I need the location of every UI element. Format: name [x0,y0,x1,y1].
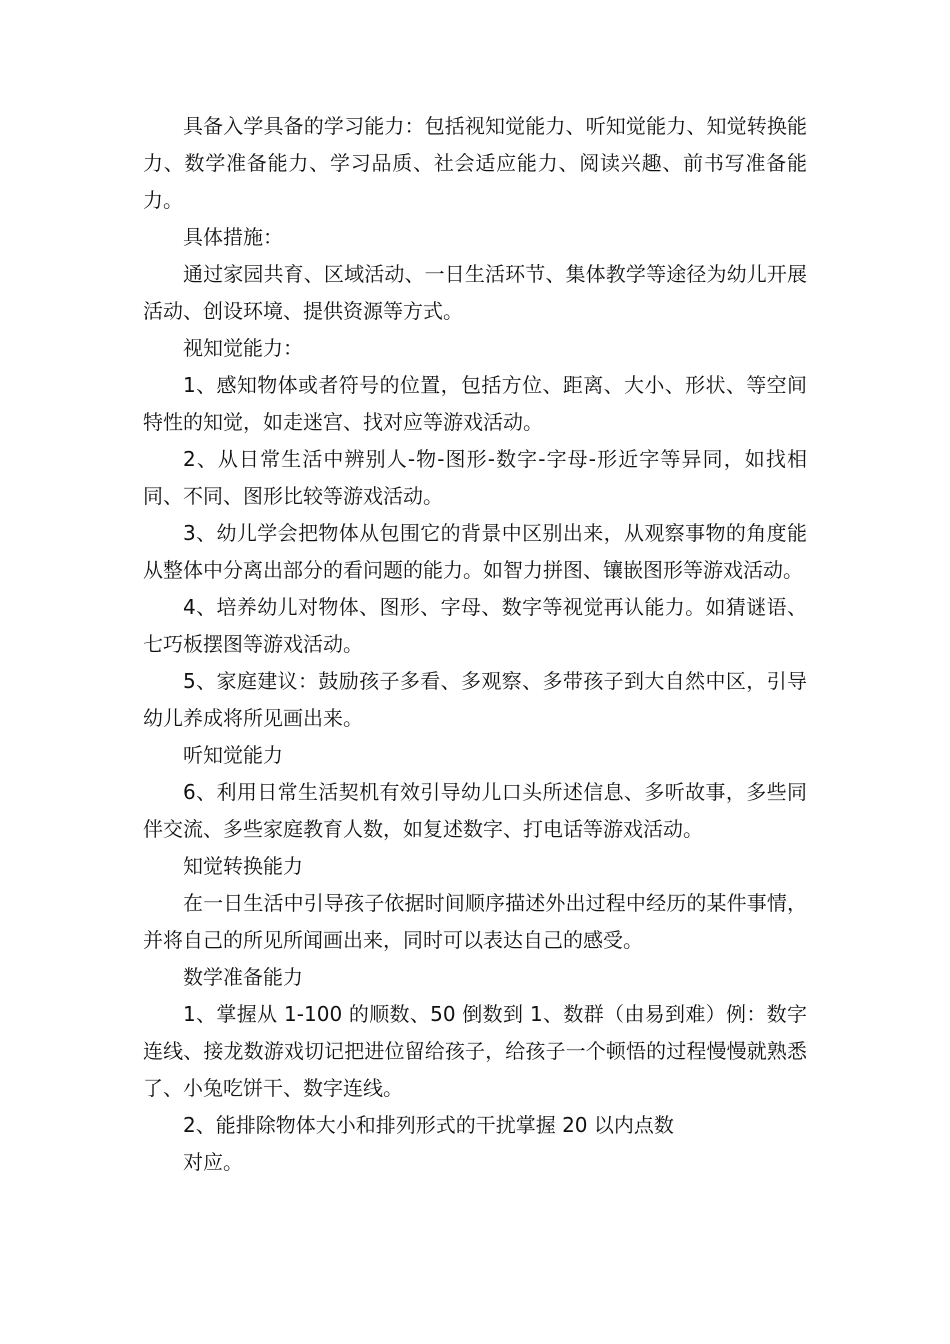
paragraph-math-1: 1、掌握从 1-100 的顺数、50 倒数到 1、数群（由易到难）例：数字连线、接龙数游戏切记把进位留给孩子，给孩子一个顿悟的过程慢慢就熟悉了、小兔吃饼干、数字连线。 [143,1002,807,1100]
paragraph-math-2-continued: 对应。 [183,1150,243,1174]
heading-math-readiness: 数学准备能力 [183,965,303,989]
paragraph-visual-4: 4、培养幼儿对物体、图形、字母、数字等视觉再认能力。如猜谜语、七巧板摆图等游戏活动。 [143,595,807,656]
paragraph-intro: 具备入学具备的学习能力：包括视知觉能力、听知觉能力、知觉转换能力、数学准备能力、学习品质、社会适应能力、阅读兴趣、前书写准备能力。 [143,114,807,212]
paragraph-visual-2: 2、从日常生活中辨别人-物-图形-数字-字母-形近字等异同，如找相同、不同、图形比较等游戏活动。 [143,447,807,508]
heading-auditory-perception: 听知觉能力 [183,743,283,767]
heading-measures: 具体措施： [183,225,283,249]
document-page [143,108,807,1181]
paragraph-visual-3: 3、幼儿学会把物体从包围它的背景中区别出来，从观察事物的角度能从整体中分离出部分的看问题的能力。如智力拼图、镶嵌图形等游戏活动。 [143,521,807,582]
paragraph-perception-conversion: 在一日生活中引导孩子依据时间顺序描述外出过程中经历的某件事情，并将自己的所见所闻画出来，同时可以表达自己的感受。 [143,891,807,952]
paragraph-auditory-6: 6、利用日常生活契机有效引导幼儿口头所述信息、多听故事，多些同伴交流、多些家庭教育人数，如复述数字、打电话等游戏活动。 [143,780,807,841]
heading-perception-conversion: 知觉转换能力 [183,854,303,878]
paragraph-visual-1: 1、感知物体或者符号的位置，包括方位、距离、大小、形状、等空间特性的知觉，如走迷宫、找对应等游戏活动。 [143,373,807,434]
paragraph-visual-5: 5、家庭建议：鼓励孩子多看、多观察、多带孩子到大自然中区，引导幼儿养成将所见画出来。 [143,669,807,730]
paragraph-math-2: 2、能排除物体大小和排列形式的干扰掌握 20 以内点数 [183,1113,674,1137]
heading-visual-perception: 视知觉能力： [183,336,303,360]
paragraph-measures: 通过家园共育、区域活动、一日生活环节、集体教学等途径为幼儿开展活动、创设环境、提供资源等方式。 [143,262,807,323]
